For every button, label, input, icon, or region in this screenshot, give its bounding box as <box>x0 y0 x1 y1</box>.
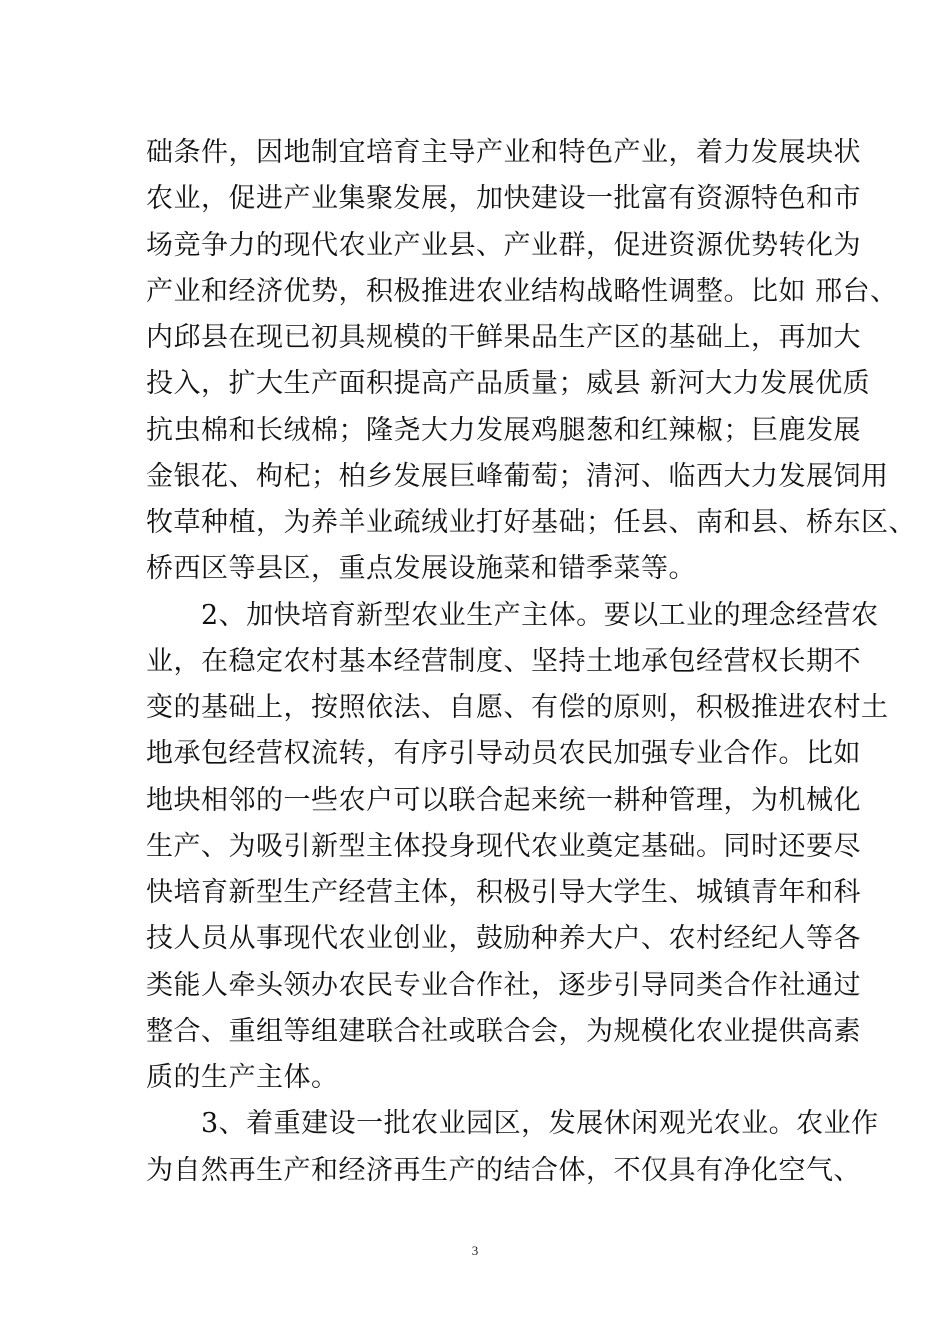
paragraph-heading-line: 2、加快培育新型农业生产主体。要以工业的理念经营农 <box>146 599 879 631</box>
text-line: 产业和经济优势，积极推进农业结构战略性调整。比如 邢台、 <box>146 275 898 307</box>
text-line: 为自然再生产和经济再生产的结合体，不仅具有净化空气、 <box>146 1154 861 1186</box>
text-line: 快培育新型生产经营主体，积极引导大学生、城镇青年和科 <box>146 877 861 908</box>
text-line: 整合、重组等组建联合社或联合会，为规模化农业提供高素 <box>146 1015 861 1047</box>
page-number: 3 <box>471 1243 479 1258</box>
text-line: 抗虫棉和长绒棉；隆尧大力发展鸡腿葱和红辣椒；巨鹿发展 <box>146 414 861 446</box>
text-line: 金银花、枸杞；柏乡发展巨峰葡萄；清河、临西大力发展饲用 <box>146 460 889 492</box>
text-line: 础条件，因地制宜培育主导产业和特色产业，着力发展块状 <box>146 137 861 168</box>
text-line: 桥西区等县区，重点发展设施菜和错季菜等。 <box>146 553 696 585</box>
text-line: 牧草种植，为养羊业疏绒业打好基础；任县、南和县、桥东区、 <box>146 507 916 538</box>
text-line: 技人员从事现代农业创业，鼓励种养大户、农村经纪人等各 <box>146 923 861 955</box>
paragraph-heading-line: 3、着重建设一批农业园区，发展休闲观光农业。农业作 <box>146 1108 879 1140</box>
text-line: 投入，扩大生产面积提高产品质量；威县 新河大力发展优质 <box>146 368 871 400</box>
text-line: 内邱县在现已初具规模的干鲜果品生产区的基础上，再加大 <box>146 322 861 353</box>
text-line: 场竞争力的现代农业产业县、产业群，促进资源优势转化为 <box>146 229 861 261</box>
body-text <box>146 130 916 1194</box>
text-line: 类能人牵头领办农民专业合作社，逐步引导同类合作社通过 <box>146 969 861 1001</box>
text-line: 质的生产主体。 <box>146 1062 339 1093</box>
text-line: 地承包经营权流转，有序引导动员农民加强专业合作。比如 <box>146 738 861 770</box>
text-line: 变的基础上，按照依法、自愿、有偿的原则，积极推进农村土 <box>146 692 889 723</box>
text-line: 农业，促进产业集聚发展，加快建设一批富有资源特色和市 <box>146 183 861 215</box>
text-line: 业，在稳定农村基本经营制度、坚持土地承包经营权长期不 <box>146 645 861 677</box>
text-line: 生产、为吸引新型主体投身现代农业奠定基础。同时还要尽 <box>146 830 861 862</box>
text-line: 地块相邻的一些农户可以联合起来统一耕种管理，为机械化 <box>146 784 861 816</box>
